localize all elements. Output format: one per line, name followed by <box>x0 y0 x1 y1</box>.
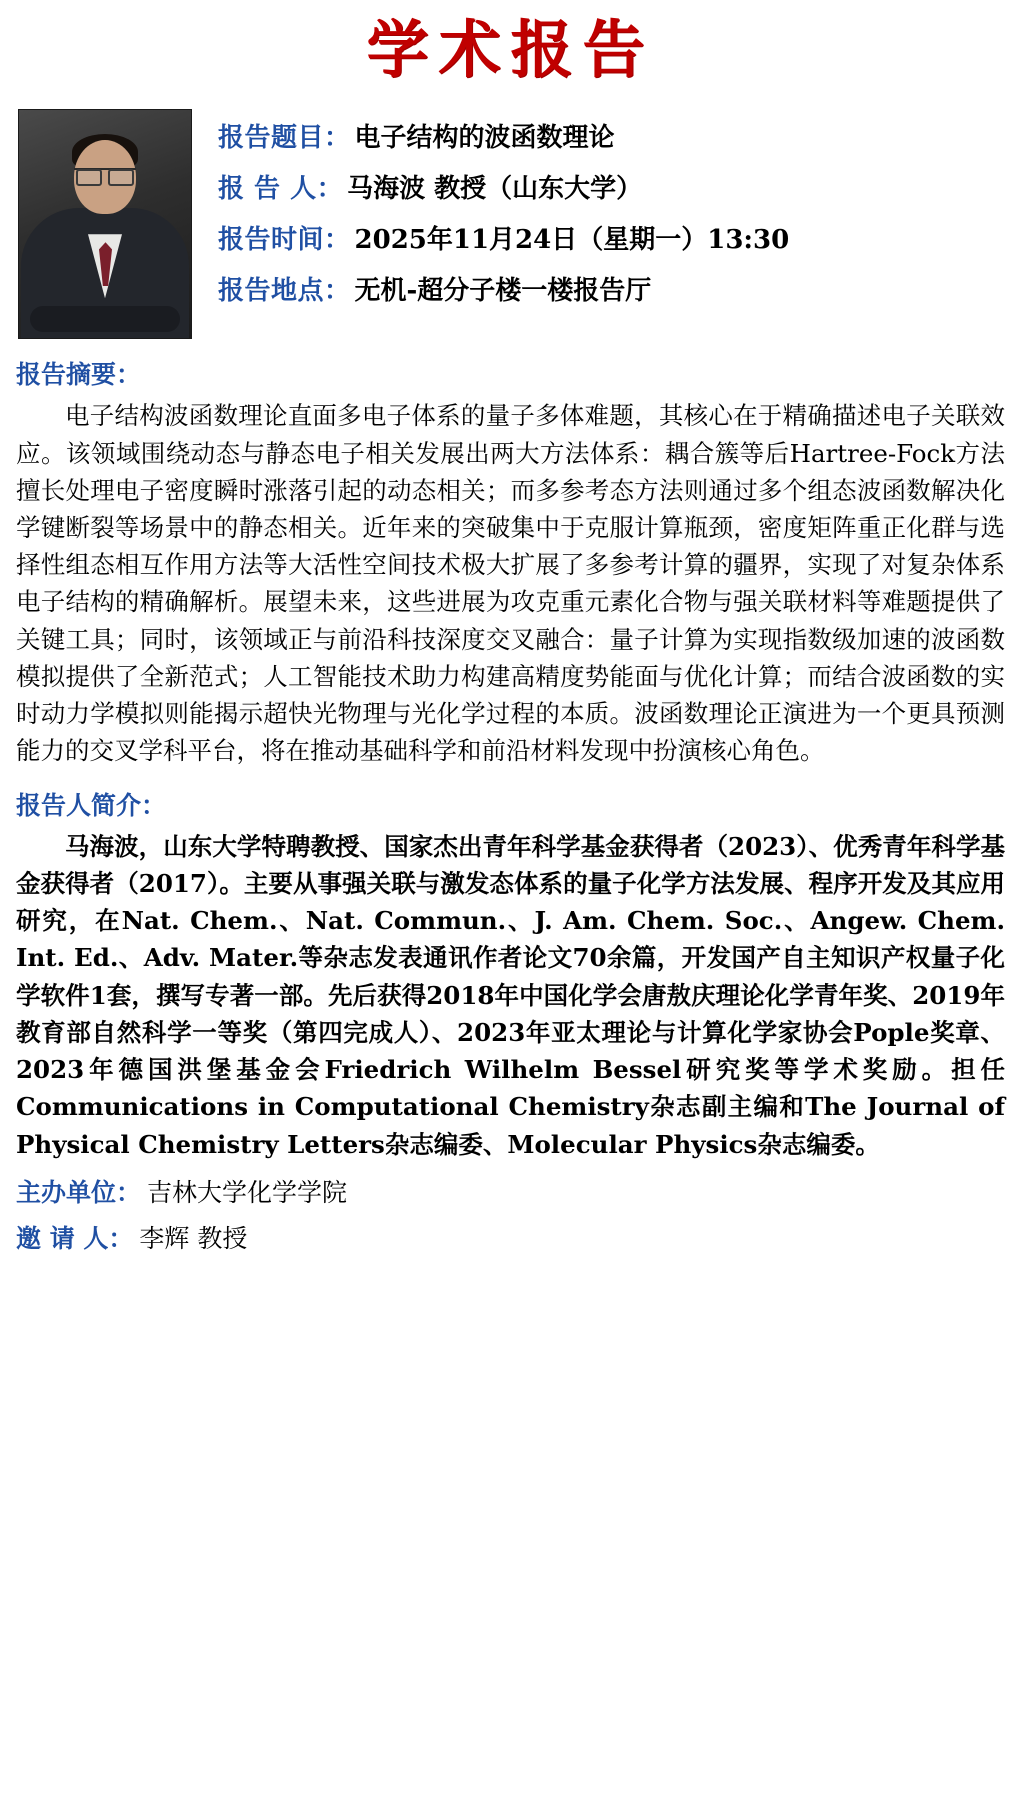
info-row-time <box>218 219 789 256</box>
inviter-row <box>14 1219 1007 1255</box>
portrait-arms-shape <box>30 306 180 332</box>
inviter-label: 邀 请 人： <box>16 1223 134 1253</box>
inviter-value: 李辉 教授 <box>139 1223 248 1253</box>
info-value-time: 2025年11月24日（星期一）13:30 <box>354 225 790 256</box>
host-row <box>14 1173 1007 1209</box>
info-value-venue: 无机-超分子楼一楼报告厅 <box>354 276 652 307</box>
bio-heading: 报告人简介： <box>16 790 167 820</box>
page-title: 学术报告 <box>366 13 655 86</box>
info-label-time: 报告时间： <box>218 225 351 256</box>
portrait-glasses-shape <box>74 168 136 184</box>
speaker-info-block <box>14 109 1007 339</box>
info-row-speaker <box>218 168 789 205</box>
info-label-speaker: 报 告 人： <box>218 174 344 205</box>
abstract-text: 电子结构波函数理论直面多电子体系的量子多体难题，其核心在于精确描述电子关联效应。该领域围绕动态与静态电子相关发展出两大方法体系：耦合簇等后Hartree-Fock方法擅长处理电子密度瞬时涨落引起的动态相关；而多参考态方法则通过多个组态波函数解决化学键断裂等场景中的静态相关。近年来的突破集中于克服计算瓶颈，密度矩阵重正化群与选择性组态相互作用方法等大活性空间技术极大扩展了多参考计算的疆界，实现了对复杂体系电子结构的精确解析。展望未来，这些进展为攻克重元素化合物与强关联材料等难题提供了关键工具；同时，该领域正与前沿科技深度交叉融合：量子计算为实现指数级加速的波函数模拟提供了全新范式；人工智能技术助力构建高精度势能面与优化计算；而结合波函数的实时动力学模拟则能揭示超快光物理与光化学过程的本质。波函数理论正演进为一个更具预测能力的交叉学科平台，将在推动基础科学和前沿材料发现中扮演核心角色。 <box>16 401 1005 766</box>
speaker-info-lines <box>218 109 789 321</box>
host-value: 吉林大学化学学院 <box>147 1177 348 1207</box>
info-row-venue <box>218 270 789 307</box>
abstract-heading: 报告摘要： <box>16 360 142 390</box>
speaker-portrait <box>18 109 192 339</box>
info-label-topic: 报告题目： <box>218 123 351 154</box>
bio-text: 马海波，山东大学特聘教授、国家杰出青年科学基金获得者（2023）、优秀青年科学基金获得者（2017）。主要从事强关联与激发态体系的量子化学方法发展、程序开发及其应用研究，在Nat. Chem.、Nat. Commun.、J. Am. Chem. Soc.、Angew. Chem. Int. Ed.、Adv. Mater.等杂志发表通讯作者论文70余篇，开发国产自主知识产权量子化学软件1套，撰写专著一部。先后获得2018年中国化学会唐敖庆理论化学青年奖、2019年教育部自然科学一等奖（第四完成人）、2023年亚太理论与计算化学家协会Pople奖章、2023年德国洪堡基金会Friedrich Wilhelm Bessel研究奖等学术奖励。担任Communications in Computational Chemistry杂志副主编和The Journal of Physical Chemistry Letters杂志编委、Molecular Physics杂志编委。 <box>16 831 1005 1159</box>
info-row-topic <box>218 117 789 154</box>
host-label: 主办单位： <box>16 1177 142 1207</box>
info-value-topic: 电子结构的波函数理论 <box>354 123 615 154</box>
info-value-speaker: 马海波 教授（山东大学） <box>347 174 643 205</box>
info-label-venue: 报告地点： <box>218 276 351 307</box>
